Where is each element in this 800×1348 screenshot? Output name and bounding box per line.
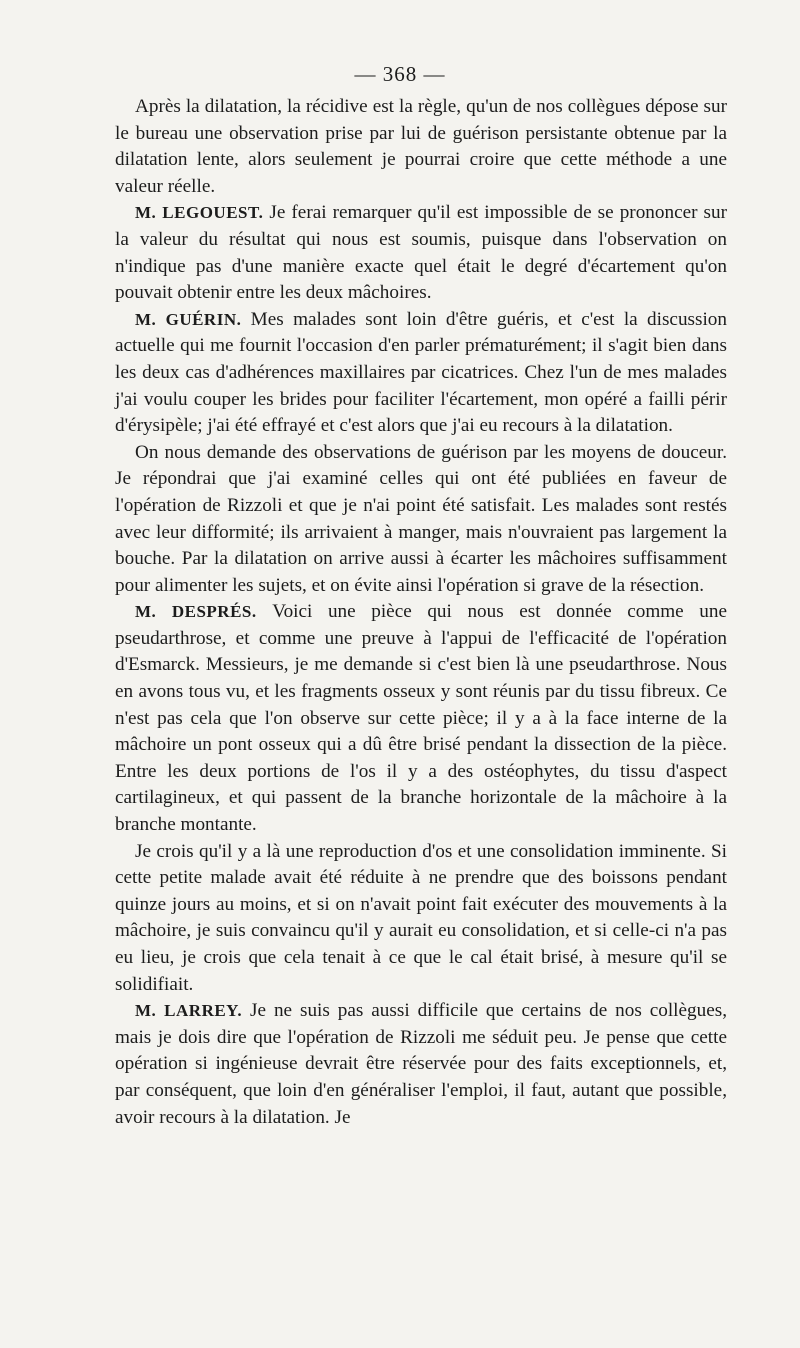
paragraph-text: Je ferai remarquer qu'il est impossible de se prononcer sur la valeur du résultat qui nous est soumis, puisque dans l'observation on n'indique pas d'une manière exacte quel était le degré d'écartement qu'on pouvait obtenir entre les deux mâchoires. [115, 202, 728, 304]
paragraph [115, 94, 727, 200]
paragraph [115, 839, 727, 999]
paragraph-text: On nous demande des observations de guérison par les moyens de douceur. Je répondrai que j'ai examiné celles qui ont été publiées en faveur de l'opération de Rizzoli et que je n'ai point été satisfait. Les malades sont restés avec leur difformité; ils arrivaient à manger, mais n'ouvraient pas largement la bouche. Par la dilatation on arrive aussi à écarter les mâchoires suffisamment pour alimenter les sujets, et on évite ainsi l'opération si grave de la résection. [115, 441, 727, 596]
paragraph-text: Je ne suis pas aussi difficile que certains de nos collègues, mais je dois dire que l'opération de Rizzoli me séduit peu. Je pense que cette opération si ingénieuse devrait être réservée pour des faits exceptionnels, et, par conséquent, que loin d'en généraliser l'emploi, il faut, autant que possible, avoir recours à la dilatation. Je [115, 1000, 727, 1128]
speaker-name: M. DESPRÉS. [135, 602, 257, 622]
body-text [115, 94, 727, 1131]
paragraph-text: Après la dilatation, la récidive est la règle, qu'un de nos collègues dépose sur le bureau une observation prise par lui de guérison persistante obtenue par la dilatation lente, alors seulement je pourrai croire que cette méthode a une valeur réelle. [115, 96, 727, 197]
speaker-name: M. GUÉRIN. [135, 309, 242, 329]
paragraph [115, 440, 727, 600]
paragraph [115, 200, 727, 306]
page-number: — 368 — [354, 62, 446, 86]
paragraph [115, 307, 727, 440]
speaker-name: M. LARREY. [135, 1001, 243, 1021]
paragraph [115, 998, 727, 1131]
paragraph [115, 599, 727, 838]
speaker-name: M. LEGOUEST. [135, 203, 264, 223]
paragraph-text: Je crois qu'il y a là une reproduction d'os et une consolidation imminente. Si cette petite malade avait été réduite à ne prendre que des boissons pendant quinze jours au moins, et si on n'avait point fait exécuter des mouvements à la mâchoire, je suis convaincu qu'il y aurait eu consolidation, et si celle-ci n'a pas eu lieu, je crois que cela tenait à ce que le cal était brisé, à mesure qu'il se solidifiait. [115, 840, 727, 995]
paragraph-text: Voici une pièce qui nous est donnée comme une pseudarthrose, et comme une preuve à l'appui de l'efficacité de l'opération d'Esmarck. Messieurs, je me demande si c'est bien là une pseudarthrose. Nous en avons tous vu, et les fragments osseux y sont réunis par du tissu fibreux. Ce n'est pas cela que l'on observe sur cette pièce; il y a à la face interne de la mâchoire un pont osseux qui a dû être brisé pendant la dissection de la pièce. Entre les deux portions de l'os il y a des ostéophytes, du tissu d'aspect cartilagineux, et qui passent de la branche horizontale de la mâchoire à la branche montante. [115, 601, 727, 836]
paragraph-text: Mes malades sont loin d'être guéris, et c'est la discussion actuelle qui me fournit l'occasion d'en parler prématurément; il s'agit bien dans les deux cas d'adhérences maxillaires par cicatrices. Chez l'un de mes malades j'ai voulu couper les brides pour faciliter l'écartement, mon opéré a failli périr d'érysipèle; j'ai été effrayé et c'est alors que j'ai eu recours à la dilatation. [115, 308, 727, 437]
